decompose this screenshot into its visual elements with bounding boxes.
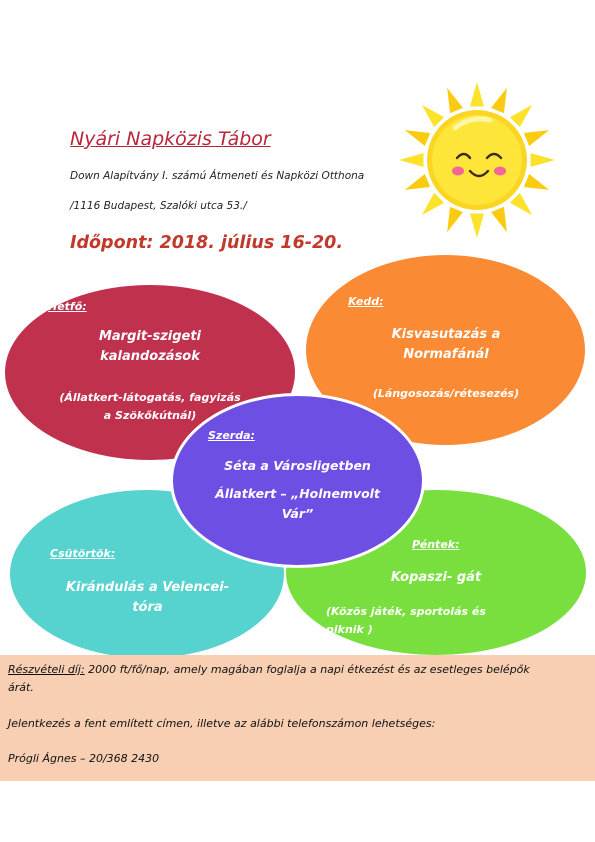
sun-ray [405,130,430,146]
left-cheek [452,167,464,176]
sub-line: a Szökőkútnál) [103,409,197,423]
sun-ray [510,193,532,215]
sun-ray [422,193,444,215]
activity-line: Séta a Városligetben [224,458,371,473]
activity-spacer [195,475,400,484]
sun-ray [447,88,463,113]
info-box [0,655,595,781]
sun-ray [447,207,463,232]
activity-line: Margit-szigeti [98,329,202,344]
organizer-address: /1116 Budapest, Szalóki utca 53./ [70,200,247,212]
sub-line: (Lángosozás/rétesezés) [372,387,520,400]
sun-ray [470,214,484,238]
activity-line: Vár” [281,505,314,521]
activity-line: Állatkert – „Holnemvolt [215,486,380,502]
activity-line: tóra [132,600,163,616]
day-thursday: Csütörtök: [50,547,116,560]
sun-ray [491,207,507,232]
activity-line: Kisvasutazás a [391,327,501,342]
fee-text: 2000 ft/fő/nap, amely magában foglalja a napi étkezést és az esetleges belépők [84,663,530,676]
sub-line: (Közös játék, sportolás és [326,605,486,618]
event-date: Időpont: 2018. július 16-20. [70,233,344,253]
activity-line: Normafánál [403,347,489,363]
contact-info: Prógli Ágnes – 20/368 2430 [8,752,160,765]
sun-illustration [395,78,560,243]
sub-line: piknik ) [326,623,373,637]
sun-ray [531,153,555,167]
sub-friday [326,603,541,639]
ellipse-wednesday [170,393,425,568]
sub-line: (Állatkert-látogatás, fagyizás [59,391,241,404]
day-monday: Hétfő: [48,300,87,313]
sun-ray [422,105,444,127]
fee-line [8,663,530,676]
fee-label: Részvételi díj: [8,663,85,676]
page-title: Nyári Napközis Tábor [70,128,271,150]
day-tuesday: Kedd: [348,295,384,308]
right-cheek [494,167,506,176]
day-friday: Péntek: [412,538,460,551]
sun-ray [399,153,423,167]
organizer-name: Down Alapítvány I. számú Átmeneti és Napközi Otthona [70,170,365,182]
sun-ray [491,88,507,113]
fee-line-2: árát. [8,681,34,694]
activity-thursday [45,578,250,618]
day-wednesday: Szerda: [208,429,255,442]
activity-line: Kopaszi- gát [390,570,482,585]
activity-tuesday [351,325,541,365]
sun-ray [524,174,549,190]
registration-text: Jelentkezés a fent említett címen, illetve az alábbi telefonszámon lehetséges: [8,717,436,730]
sun-ray [524,130,549,146]
activity-friday [346,568,526,588]
sub-tuesday [336,385,556,403]
sun-ray [405,174,430,190]
sun-ray [470,82,484,106]
activity-monday [55,327,245,367]
sun-face [432,115,522,205]
sun-ray [510,105,532,127]
activity-line: kalandozások [100,349,200,365]
activity-wednesday [195,456,400,523]
activity-line: Kirándulás a Velencei- [65,580,230,595]
